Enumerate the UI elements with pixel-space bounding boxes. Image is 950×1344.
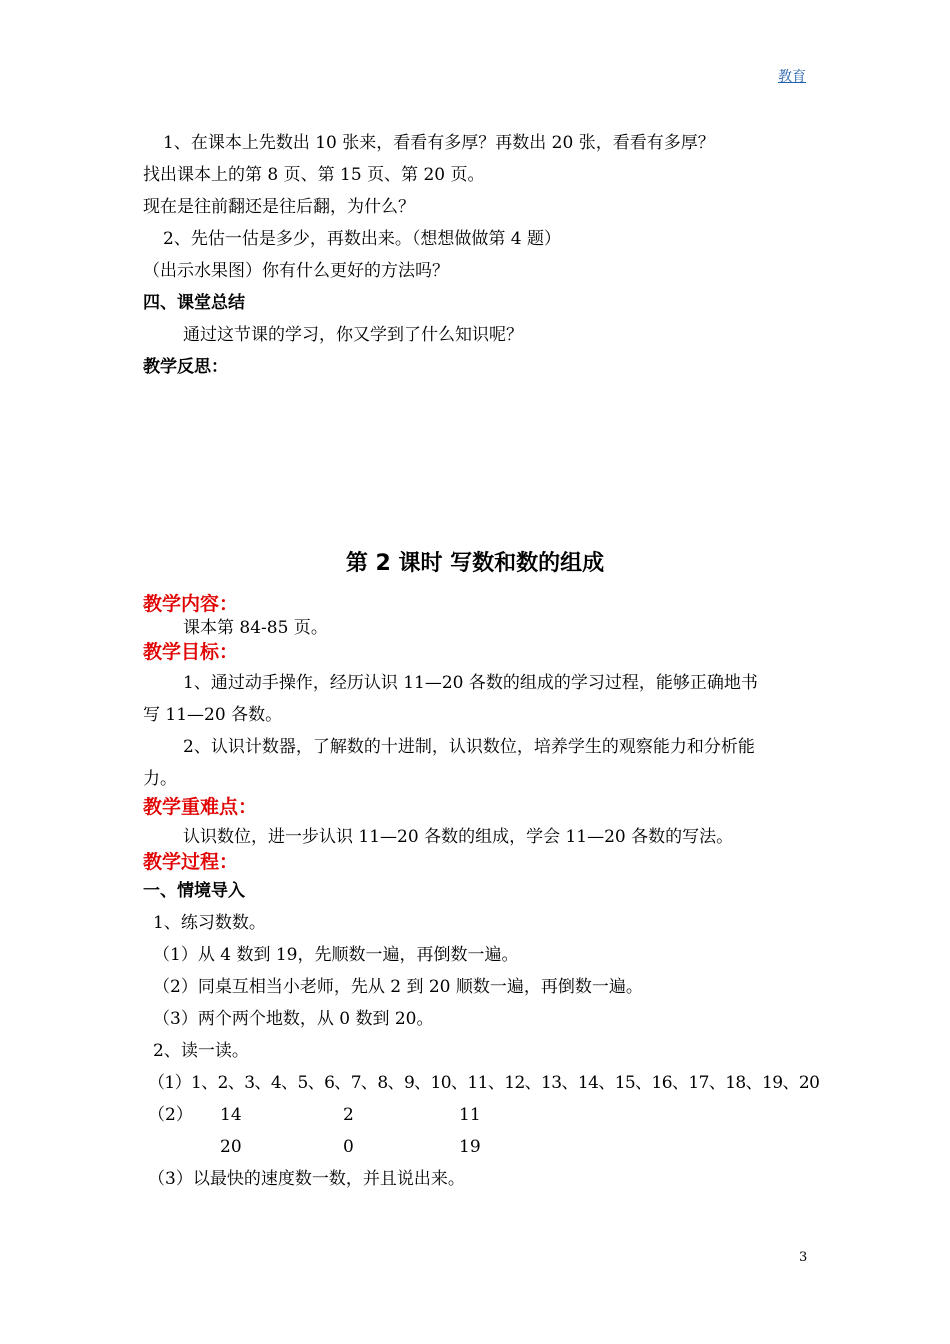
reflection-heading: 教学反思： bbox=[143, 357, 228, 377]
lesson-title: 第 2 课时 写数和数的组成 bbox=[345, 551, 605, 576]
section1-line4: 2、先估一估是多少，再数出来。（想想做做第 4 题） bbox=[163, 229, 561, 249]
number-cell: 19 bbox=[459, 1137, 481, 1157]
process-item-2a: （1）1、2、3、4、5、6、7、8、9、10、11、12、13、14、15、16、17、18、19、20 bbox=[148, 1073, 820, 1093]
process-item-2: 2、读一读。 bbox=[153, 1041, 249, 1061]
section1-line1: 1、在课本上先数出 10 张来，看看有多厚？再数出 20 张，看看有多厚？ bbox=[163, 133, 715, 153]
goals-heading: 教学目标： bbox=[143, 641, 239, 663]
summary-heading: 四、课堂总结 bbox=[143, 293, 245, 313]
key-points-text: 认识数位，进一步认识 11—20 各数的组成，学会 11—20 各数的写法。 bbox=[183, 827, 734, 847]
key-points-heading: 教学重难点： bbox=[143, 796, 258, 818]
section1-line5: （出示水果图）你有什么更好的方法吗？ bbox=[143, 261, 449, 281]
process-item-2b-label: （2） bbox=[148, 1105, 193, 1125]
number-cell: 0 bbox=[343, 1137, 354, 1157]
process-item-1: 1、练习数数。 bbox=[153, 913, 266, 933]
process-heading: 教学过程： bbox=[143, 851, 239, 873]
number-cell: 11 bbox=[459, 1105, 481, 1125]
section1-line2: 找出课本上的第 8 页、第 15 页、第 20 页。 bbox=[143, 165, 485, 185]
goal2-line1: 2、认识计数器，了解数的十进制，认识数位，培养学生的观察能力和分析能 bbox=[183, 737, 755, 757]
header-link[interactable]: 教育 bbox=[778, 69, 806, 85]
number-cell: 2 bbox=[343, 1105, 354, 1125]
goal1-line2: 写 11—20 各数。 bbox=[143, 705, 283, 725]
process-item-2c: （3）以最快的速度数一数，并且说出来。 bbox=[148, 1169, 465, 1189]
number-cell: 20 bbox=[220, 1137, 242, 1157]
part1-heading: 一、情境导入 bbox=[143, 881, 245, 901]
process-item-1c: （3）两个两个地数，从 0 数到 20。 bbox=[153, 1009, 434, 1029]
process-item-1a: （1）从 4 数到 19，先顺数一遍，再倒数一遍。 bbox=[153, 945, 519, 965]
number-cell: 14 bbox=[220, 1105, 242, 1125]
goal1-line1: 1、通过动手操作，经历认识 11—20 各数的组成的学习过程，能够正确地书 bbox=[183, 673, 758, 693]
summary-text: 通过这节课的学习，你又学到了什么知识呢？ bbox=[183, 325, 523, 345]
goal2-line2: 力。 bbox=[143, 769, 177, 789]
content-heading: 教学内容： bbox=[143, 593, 239, 615]
page-number: 3 bbox=[799, 1250, 808, 1265]
process-item-1b: （2）同桌互相当小老师，先从 2 到 20 顺数一遍，再倒数一遍。 bbox=[153, 977, 643, 997]
section1-line3: 现在是往前翻还是往后翻，为什么？ bbox=[143, 197, 415, 217]
content-text: 课本第 84-85 页。 bbox=[183, 618, 328, 638]
